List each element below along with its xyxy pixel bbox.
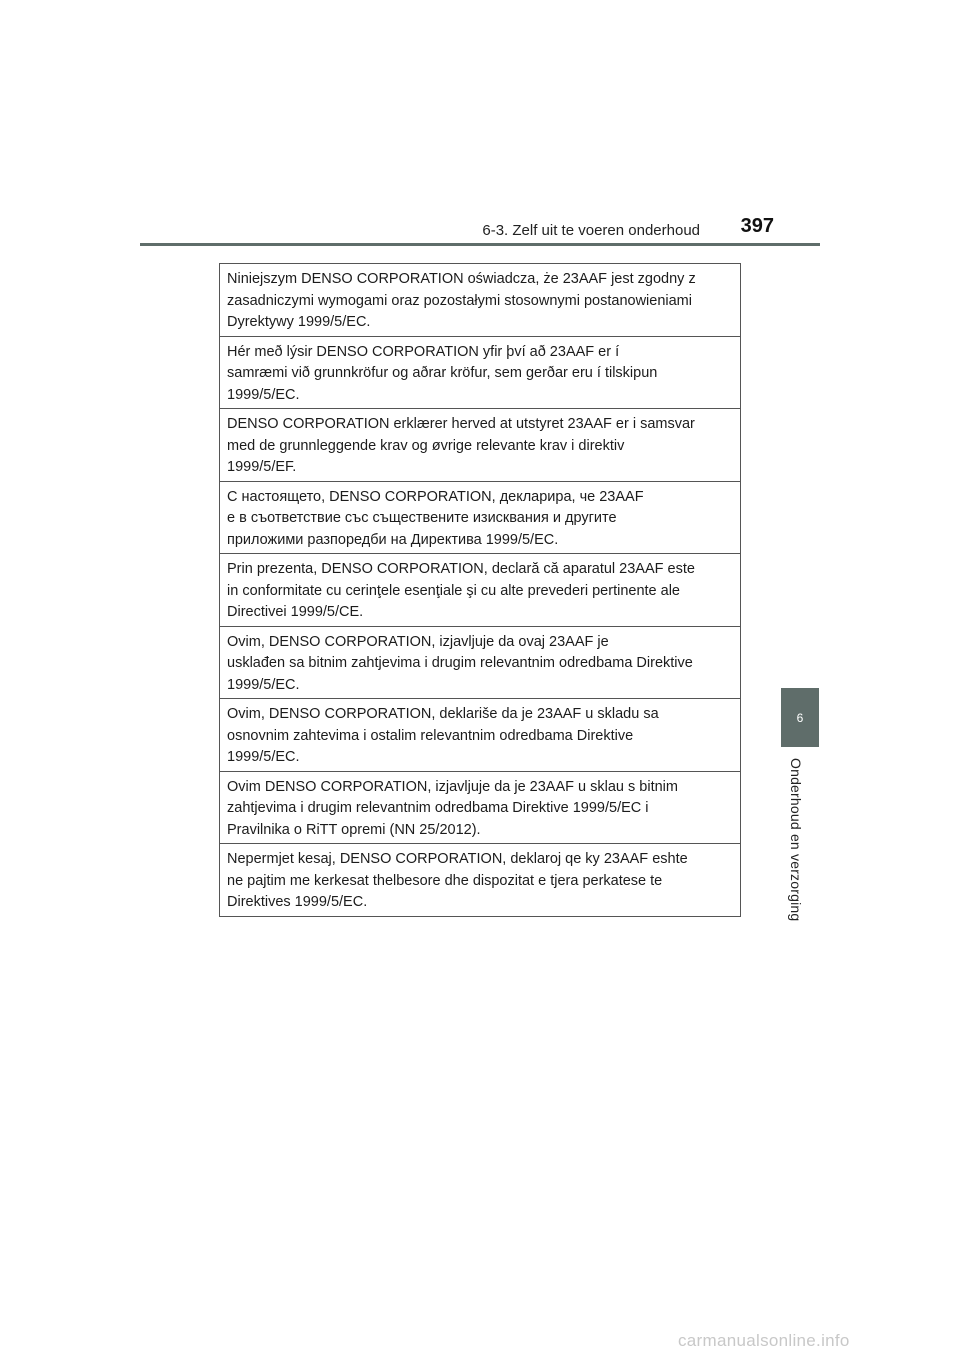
watermark: carmanualsonline.info [678,1331,850,1350]
declaration-line: osnovnim zahtevima i ostalim relevantnim odredbama Direktive [227,727,634,744]
declaration-line: Dyrektywy 1999/5/EC. [227,314,371,330]
declaration-line: приложими разпоредби на Директива 1999/5/EC. [227,531,559,548]
page-header [140,214,820,242]
declaration-line: samræmi við grunnkröfur og aðrar kröfur, sem gerðar eru í tilskipun [227,365,658,381]
declaration-line: е в съответствие със съществените изисквания и другите [227,510,617,526]
declaration-line: Ovim, DENSO CORPORATION, deklariše da je 23AAF u skladu sa [227,706,659,722]
declaration-line: med de grunnleggende krav og øvrige relevante krav i direktiv [227,437,625,454]
declaration-line: 1999/5/EC. [227,676,300,693]
declaration-row [220,337,740,410]
declaration-line: Niniejszym DENSO CORPORATION oświadcza, że 23AAF jest zgodny z [227,271,696,287]
chapter-label: Onderhoud en verzorging [788,758,804,922]
declaration-line: ne pajtim me kerkesat thelbesore dhe dispozitat e tjera perkatese te [227,872,663,889]
declaration-line: 1999/5/EF. [227,459,297,475]
declaration-line: in conformitate cu cerinţele esenţiale şi cu alte prevederi pertinente ale [227,582,680,599]
declaration-line: С настоящето, DENSO CORPORATION, декларира, че 23AAF [227,488,644,505]
declaration-line: Prin prezenta, DENSO CORPORATION, declară că aparatul 23AAF este [227,561,695,577]
declaration-line: zahtjevima i drugim relevantnim odredbama Direktive 1999/5/EC i [227,800,649,816]
declaration-row [220,482,740,555]
declaration-line: Directivei 1999/5/CE. [227,604,364,620]
declaration-table [219,263,741,917]
chapter-tab[interactable] [781,688,819,747]
section-title: 6-3. Zelf uit te voeren onderhoud [482,222,700,239]
declaration-line: 1999/5/EC. [227,749,300,765]
declaration-line: 1999/5/EC. [227,386,300,403]
declaration-row [220,699,740,772]
page-number: 397 [740,215,774,237]
declaration-row [220,554,740,627]
declaration-row [220,844,740,917]
declaration-row [220,264,740,337]
declaration-line: Hér með lýsir DENSO CORPORATION yfir því að 23AAF er í [227,343,620,360]
declaration-line: Pravilnika o RiTT opremi (NN 25/2012). [227,821,481,838]
chapter-number: 6 [796,710,804,725]
declaration-line: Ovim, DENSO CORPORATION, izjavljuje da ovaj 23AAF je [227,633,609,650]
declaration-row [220,772,740,845]
declaration-line: Nepermjet kesaj, DENSO CORPORATION, deklaroj qe ky 23AAF eshte [227,851,688,867]
header-divider [140,243,820,246]
declaration-line: zasadniczymi wymogami oraz pozostałymi stosownymi postanowieniami [227,292,692,309]
declaration-line: Direktives 1999/5/EC. [227,894,368,910]
declaration-row [220,627,740,700]
declaration-line: Ovim DENSO CORPORATION, izjavljuje da je 23AAF u sklau s bitnim [227,778,678,795]
declaration-row [220,409,740,482]
declaration-line: DENSO CORPORATION erklærer herved at utstyret 23AAF er i samsvar [227,416,695,432]
declaration-line: usklađen sa bitnim zahtjevima i drugim relevantnim odredbama Direktive [227,655,693,671]
